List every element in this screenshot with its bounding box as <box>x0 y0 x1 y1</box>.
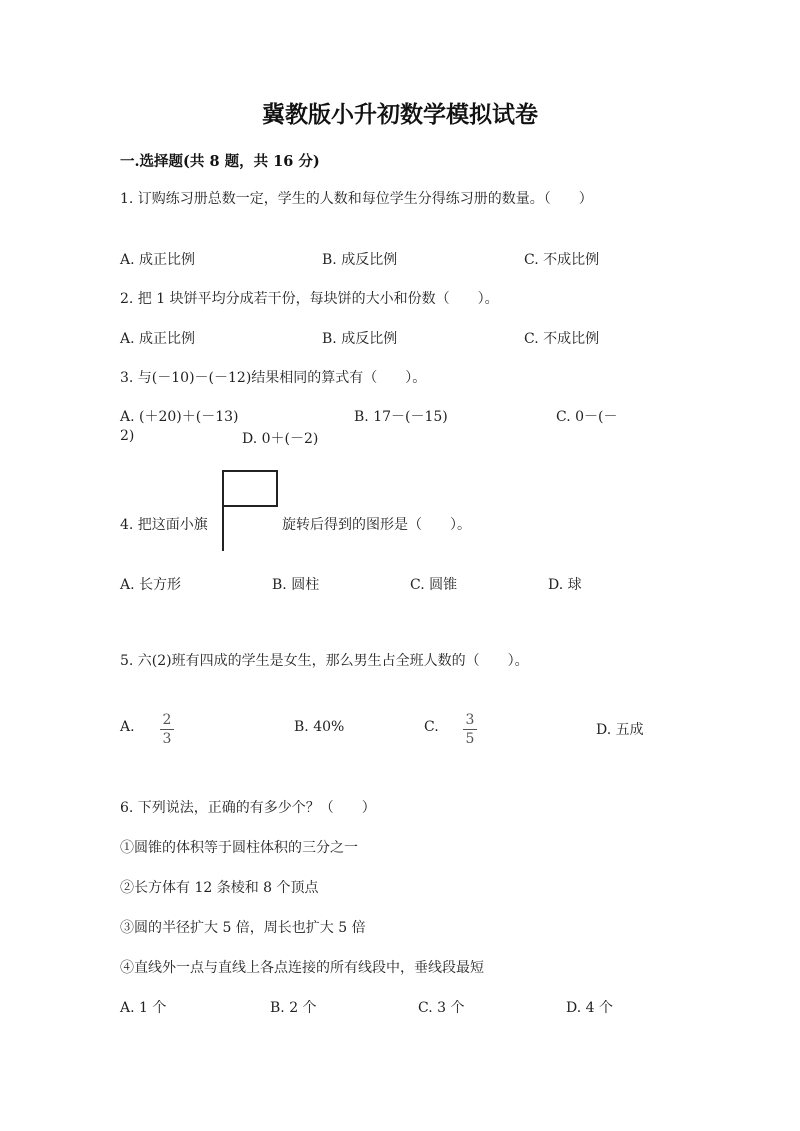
question-6-option-b: B. 2 个 <box>270 1000 317 1016</box>
question-6-option-c: C. 3 个 <box>418 1000 465 1016</box>
question-3-option-c: C. 0－(－ <box>556 409 618 425</box>
question-3-option-a: A. (＋20)＋(－13) <box>120 409 239 425</box>
question-1-text: 1. 订购练习册总数一定，学生的人数和每位学生分得练习册的数量。（ ） <box>120 191 593 207</box>
question-3-option-d: D. 0＋(－2) <box>242 431 319 447</box>
question-4-text-before: 4. 把这面小旗 <box>120 517 208 533</box>
question-3-option-c-continued: 2) <box>120 428 135 444</box>
question-2-option-c: C. 不成比例 <box>524 331 600 347</box>
question-2-text: 2. 把 1 块饼平均分成若干份，每块饼的大小和份数（ ）。 <box>120 291 499 307</box>
fraction-numerator: 2 <box>162 712 172 728</box>
question-6-statement-4: ④直线外一点与直线上各点连接的所有线段中，垂线段最短 <box>120 960 484 976</box>
fraction-bar <box>463 729 477 730</box>
question-6-option-d: D. 4 个 <box>566 1000 613 1016</box>
question-4-option-d: D. 球 <box>548 577 582 593</box>
question-5-text: 5. 六(2)班有四成的学生是女生，那么男生占全班人数的（ ）。 <box>120 653 529 669</box>
fraction-denominator: 3 <box>162 731 172 747</box>
question-4-option-b: B. 圆柱 <box>272 577 320 593</box>
question-3-text: 3. 与(－10)－(－12)结果相同的算式有（ ）。 <box>120 370 427 386</box>
question-5-option-c: C. <box>424 719 439 735</box>
section-heading: 一.选择题(共 8 题，共 16 分) <box>120 153 320 170</box>
question-1-option-c: C. 不成比例 <box>524 252 600 268</box>
question-5-option-b: B. 40% <box>294 719 345 735</box>
question-2-option-b: B. 成反比例 <box>322 331 398 347</box>
fraction-bar <box>160 729 174 730</box>
question-6-text: 6. 下列说法，正确的有多少个？（ ） <box>120 800 376 816</box>
question-5-option-d: D. 五成 <box>596 722 644 738</box>
question-4-option-a: A. 长方形 <box>120 577 182 593</box>
question-5-option-c-fraction <box>463 712 477 747</box>
question-5-option-a-fraction <box>160 712 174 747</box>
question-4-text-after: 旋转后得到的图形是（ ）。 <box>282 517 471 533</box>
question-6-statement-3: ③圆的半径扩大 5 倍，周长也扩大 5 倍 <box>120 920 366 936</box>
question-6-statement-1: ①圆锥的体积等于圆柱体积的三分之一 <box>120 840 358 856</box>
question-1-option-a: A. 成正比例 <box>120 252 196 268</box>
question-4-option-c: C. 圆锥 <box>410 577 458 593</box>
question-3-option-b: B. 17－(－15) <box>354 409 448 425</box>
question-5-option-a: A. <box>120 719 135 735</box>
question-1-option-b: B. 成反比例 <box>322 252 398 268</box>
fraction-numerator: 3 <box>465 712 475 728</box>
flag-figure <box>220 470 280 552</box>
fraction-denominator: 5 <box>465 731 475 747</box>
page-title: 冀教版小升初数学模拟试卷 <box>262 101 538 128</box>
question-6-statement-2: ②长方体有 12 条棱和 8 个顶点 <box>120 880 319 896</box>
question-6-option-a: A. 1 个 <box>120 1000 167 1016</box>
question-2-option-a: A. 成正比例 <box>120 331 196 347</box>
